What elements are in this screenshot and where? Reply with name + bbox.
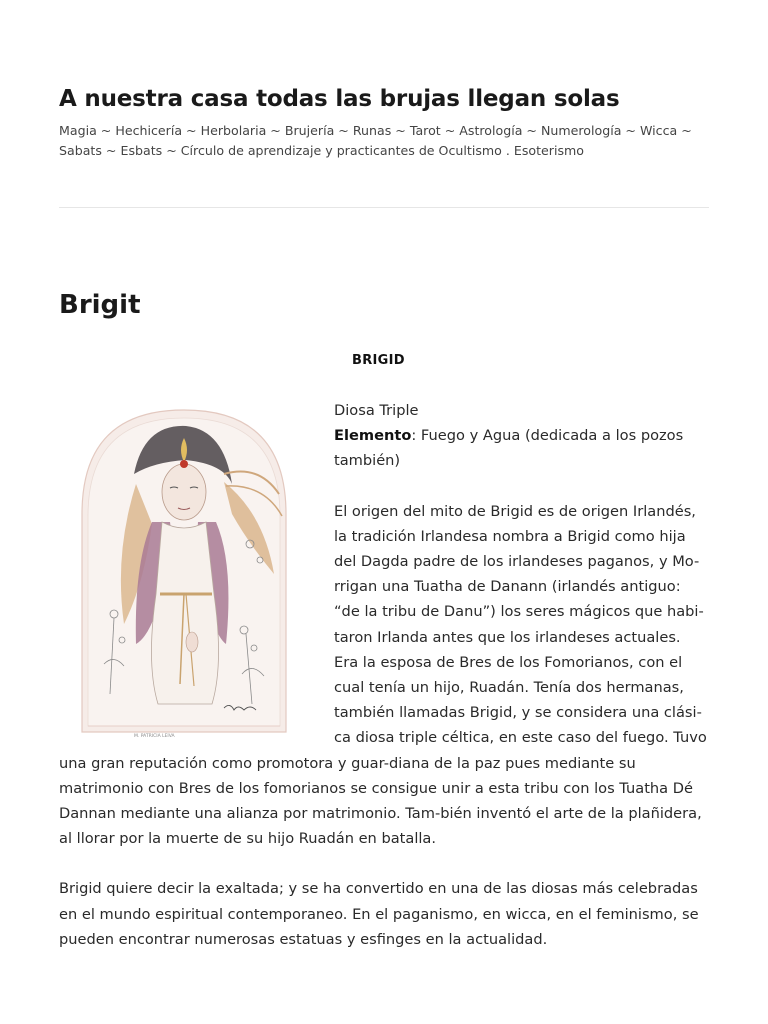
post-title: Brigit xyxy=(59,290,141,320)
intro-line: Diosa Triple xyxy=(334,402,419,419)
post-subhead: BRIGID xyxy=(352,353,405,368)
svg-text:M. PATRICIA LEIVA: M. PATRICIA LEIVA xyxy=(134,734,175,739)
element-label: Elemento xyxy=(334,427,412,445)
paragraph-origin: El origen del mito de Brigid es de origen Irlandés, la tradición Irlandesa nombra a Brigid como hija del Dagda padre de los irlandeses paganos, y Mo-rrigan una Tuatha de Danann (irlandés antiguo: “de la tribu de Danu”) los seres mágicos que habi-taron Irlanda antes que los irlandeses actuales. Era la esposa de Bres de los Fomorianos, con el cual tenía un hijo, Ruadán. Tenía dos hermanas, también llamadas Brigid, y se considera una clási-ca diosa triple céltica, en este caso del fuego. Tuvo una gran reputación como promotora y guar-diana de la paz pues mediante su matrimonio con Bres de los fomorianos se consigue unir a esta tribu con los Tuatha Dé Dannan mediante una alianza por matrimonio. Tam-bién inventó el arte de la plañidera, al llorar por la muerte de su hijo Ruadán en batalla. xyxy=(59,502,707,848)
paragraph-gap xyxy=(334,474,709,499)
paragraph-gap xyxy=(59,851,709,876)
site-tagline: Magia ~ Hechicería ~ Herbolaria ~ Brujería ~ Runas ~ Tarot ~ Astrología ~ Numerología ~ Wicca ~ Sabats ~ Esbats ~ Círculo de aprendizaje y practicantes de Ocultismo . Esoterismo xyxy=(59,123,692,158)
site-title[interactable]: A nuestra casa todas las brujas llegan solas xyxy=(59,86,620,112)
header-divider xyxy=(59,207,709,208)
image-spacer xyxy=(59,398,334,750)
post-content xyxy=(59,398,709,952)
paragraph-exalted: Brigid quiere decir la exaltada; y se ha convertido en una de las diosas más celebradas en el mundo espiritual contemporaneo. En el paganismo, en wicca, en el feminismo, se pueden encontrar numerosas estatuas y esfinges en la actualidad. xyxy=(59,880,699,948)
element-value: : Fuego y Agua (dedicada a los pozos también) xyxy=(334,427,684,470)
